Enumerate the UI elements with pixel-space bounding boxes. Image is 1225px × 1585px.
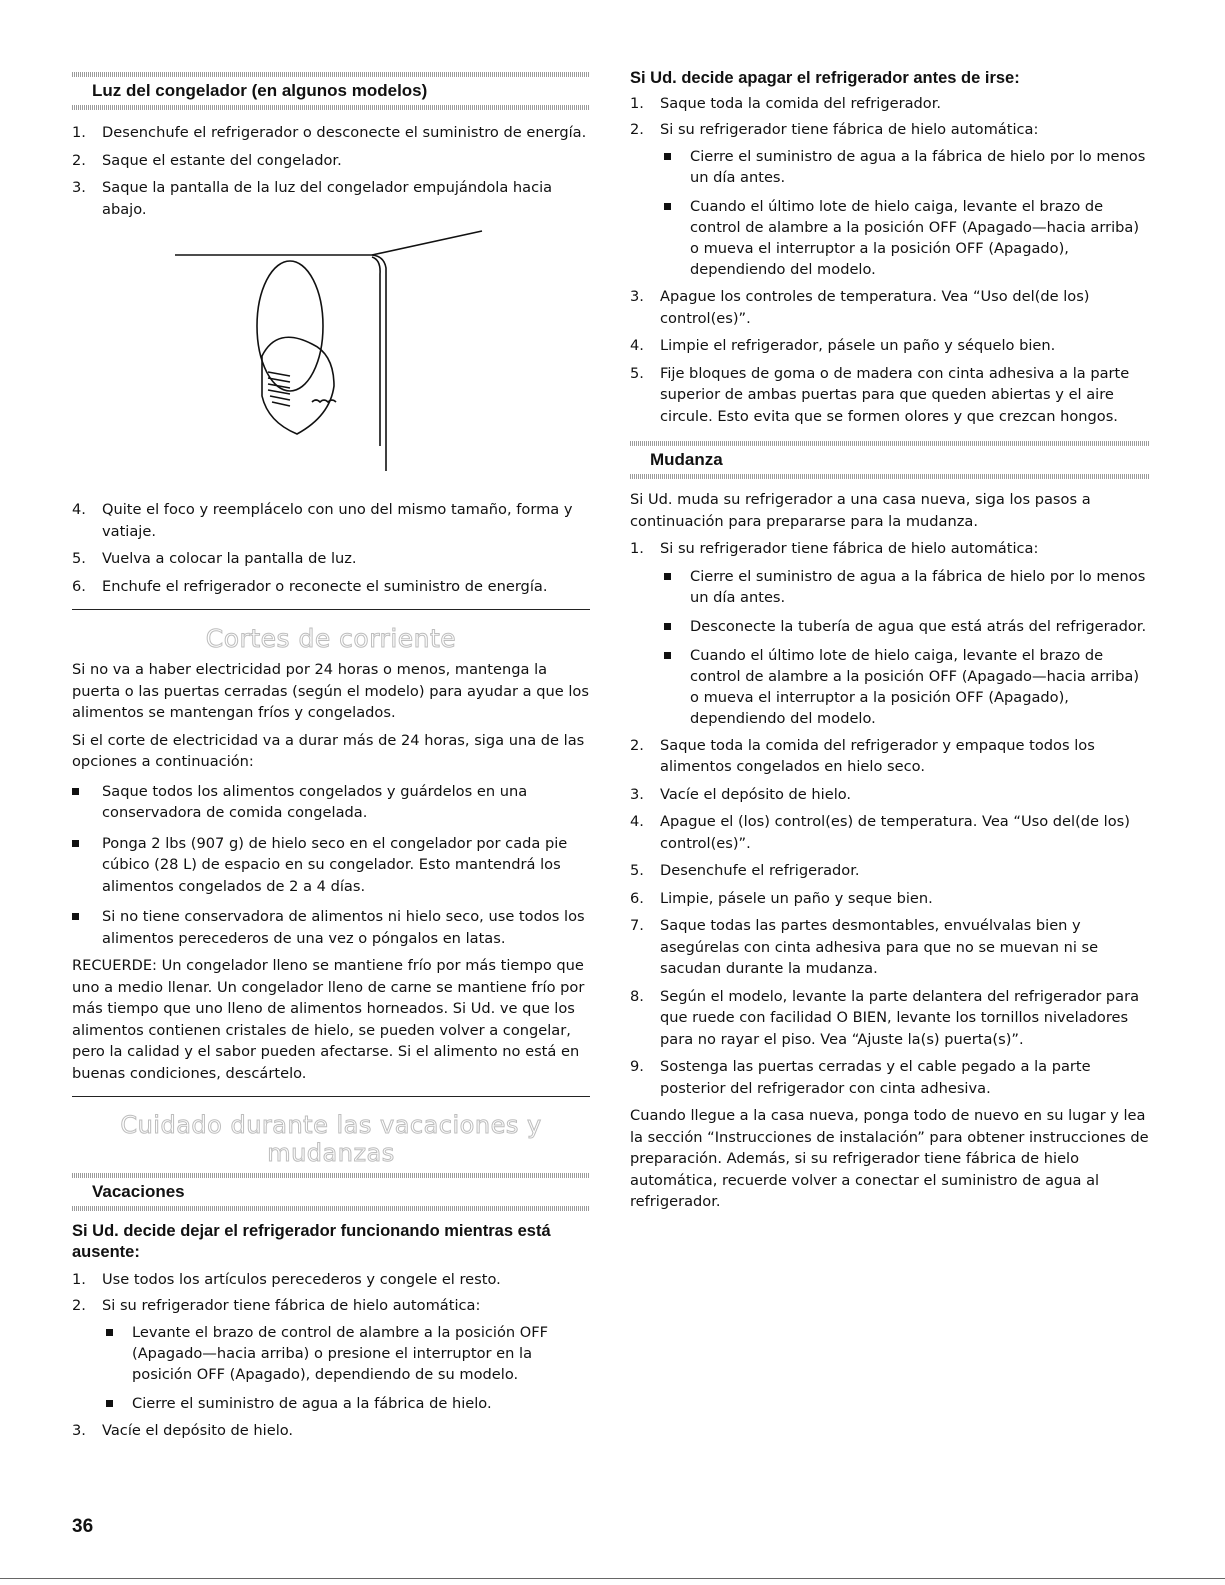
freezer-light-diagram bbox=[72, 226, 590, 491]
list-item: 2. Si su refrigerador tiene fábrica de hielo automática: bbox=[72, 1296, 481, 1314]
bullet-item: Saque todos los alimentos congelados y guárdelos en una conservadora de comida congelada. bbox=[72, 781, 590, 824]
bullet-item: Cierre el suministro de agua a la fábrica de hielo por lo menos un día antes. bbox=[630, 566, 1150, 608]
paragraph: Cuando llegue a la casa nueva, ponga todo de nuevo en su lugar y lea la sección “Instrucciones de instalación” para obtener instrucciones de preparación. Además, si su refrigerador tiene fábrica de hielo automática, recuerde volver a conectar el suministro de agua al refrigerador. bbox=[630, 1107, 1149, 1210]
paragraph: Si el corte de electricidad va a durar más de 24 horas, siga una de las opciones a continuación: bbox=[72, 731, 585, 770]
bullet-item: Cierre el suministro de agua a la fábrica de hielo. bbox=[72, 1393, 590, 1414]
bullet-item: Levante el brazo de control de alambre a la posición OFF (Apagado—hacia arriba) o presione el interruptor en la posición OFF (Apagado), dependiendo de su modelo. bbox=[72, 1322, 590, 1385]
list-item: 4. Quite el foco y reemplácelo con uno del mismo tamaño, forma y vatiaje. bbox=[72, 501, 573, 540]
freezer-light-heading: Luz del congelador (en algunos modelos) bbox=[92, 81, 428, 100]
bullet-item: Si no tiene conservadora de alimentos ni hielo seco, use todos los alimentos perecederos de una vez o póngalos en latas. bbox=[72, 906, 590, 949]
page-number: 36 bbox=[72, 1516, 94, 1537]
paragraph: RECUERDE: Un congelador lleno se mantiene frío por más tiempo que uno a medio llenar. Un congelador lleno de carne se mantiene frío por más tiempo que uno lleno de alimentos horneados. Si Ud. ve que los alimentos contienen cristales de hielo, se pueden volver a congelar, pero la calidad y el sabor pueden afectarse. Si el alimento no está en buenas condiciones, descártelo. bbox=[72, 957, 585, 1082]
list-item: 5. Fije bloques de goma o de madera con cinta adhesiva a la parte superior de ambas puertas para que queden abiertas y el aire circule. Esto evita que se formen olores y que crezcan hongos. bbox=[630, 364, 1130, 425]
list-item: 1. Si su refrigerador tiene fábrica de hielo automática: bbox=[630, 540, 1039, 557]
list-item: 3. Vacíe el depósito de hielo. bbox=[630, 785, 852, 803]
vacation-heading: Vacaciones bbox=[92, 1182, 185, 1201]
list-item: 2. Si su refrigerador tiene fábrica de hielo automática: bbox=[630, 120, 1039, 138]
vacation-moving-title: Cuidado durante las vacaciones y mudanzas bbox=[120, 1111, 542, 1167]
list-item: 6. Limpie, pásele un paño y seque bien. bbox=[630, 889, 933, 907]
list-item: 8. Según el modelo, levante la parte delantera del refrigerador para que ruede con facilidad O BIEN, levante los tornillos niveladores para no rayar el piso. Vea “Ajuste la(s) puerta(s)”. bbox=[630, 987, 1140, 1048]
list-item: 9. Sostenga las puertas cerradas y el cable pegado a la parte posterior del refrigerador con cinta adhesiva. bbox=[630, 1058, 1091, 1097]
list-item: 4. Limpie el refrigerador, pásele un paño y séquelo bien. bbox=[630, 337, 1056, 354]
bullet-item: Cierre el suministro de agua a la fábrica de hielo por lo menos un día antes. bbox=[630, 146, 1150, 188]
list-item: 1. Saque toda la comida del refrigerador. bbox=[630, 95, 942, 112]
vacation-subheading: Si Ud. decide dejar el refrigerador funcionando mientras está ausente: bbox=[72, 1222, 551, 1261]
turn-off-heading: Si Ud. decide apagar el refrigerador antes de irse: bbox=[630, 69, 1020, 87]
list-item: 4. Apague el (los) control(es) de temperatura. Vea “Uso del(de los) control(es)”. bbox=[630, 813, 1130, 852]
paragraph: Si no va a haber electricidad por 24 horas o menos, mantenga la puerta o las puertas cerradas (según el modelo) para ayudar a que los alimentos se mantengan fríos y congelados. bbox=[72, 661, 589, 721]
list-item: 6. Enchufe el refrigerador o reconecte el suministro de energía. bbox=[72, 577, 548, 595]
list-item: 7. Saque todas las partes desmontables, envuélvalas bien y asegúrelas con cinta adhesiva para que no se muevan ni se sacudan durante la mudanza. bbox=[630, 917, 1099, 977]
list-item: 2. Saque el estante del congelador. bbox=[72, 151, 342, 169]
list-item: 1. Use todos los artículos perecederos y congele el resto. bbox=[72, 1271, 501, 1288]
bullet-item: Cuando el último lote de hielo caiga, levante el brazo de control de alambre a la posición OFF (Apagado—hacia arriba) o mueva el interruptor a la posición OFF (Apagado), dependiendo del modelo. bbox=[630, 196, 1150, 280]
list-item: 5. Vuelva a colocar la pantalla de luz. bbox=[72, 550, 357, 567]
bullet-item: Desconecte la tubería de agua que está atrás del refrigerador. bbox=[630, 616, 1150, 637]
list-item: 5. Desenchufe el refrigerador. bbox=[630, 862, 860, 879]
list-item: 1. Desenchufe el refrigerador o desconecte el suministro de energía. bbox=[72, 124, 587, 141]
right-column bbox=[630, 0, 1150, 1213]
page-edge-line bbox=[0, 1578, 1225, 1579]
list-item: 3. Apague los controles de temperatura. Vea “Uso del(de los) control(es)”. bbox=[630, 288, 1090, 327]
bullet-item: Cuando el último lote de hielo caiga, levante el brazo de control de alambre a la posición OFF (Apagado—hacia arriba) o mueva el interruptor a la posición OFF (Apagado), dependiendo del modelo. bbox=[630, 645, 1150, 729]
left-column bbox=[72, 0, 590, 1442]
paragraph: Si Ud. muda su refrigerador a una casa nueva, siga los pasos a continuación para prepararse para la mudanza. bbox=[630, 491, 1091, 530]
moving-heading: Mudanza bbox=[650, 450, 723, 469]
bullet-item: Ponga 2 lbs (907 g) de hielo seco en el congelador por cada pie cúbico (28 L) de espacio en su congelador. Esto mantendrá los alimentos congelados de 2 a 4 días. bbox=[72, 833, 590, 898]
list-item: 3. Vacíe el depósito de hielo. bbox=[72, 1422, 294, 1439]
power-outage-title: Cortes de corriente bbox=[205, 624, 457, 653]
list-item: 2. Saque toda la comida del refrigerador y empaque todos los alimentos congelados en hielo seco. bbox=[630, 736, 1095, 775]
list-item: 3. Saque la pantalla de la luz del congelador empujándola hacia abajo. bbox=[72, 179, 553, 218]
